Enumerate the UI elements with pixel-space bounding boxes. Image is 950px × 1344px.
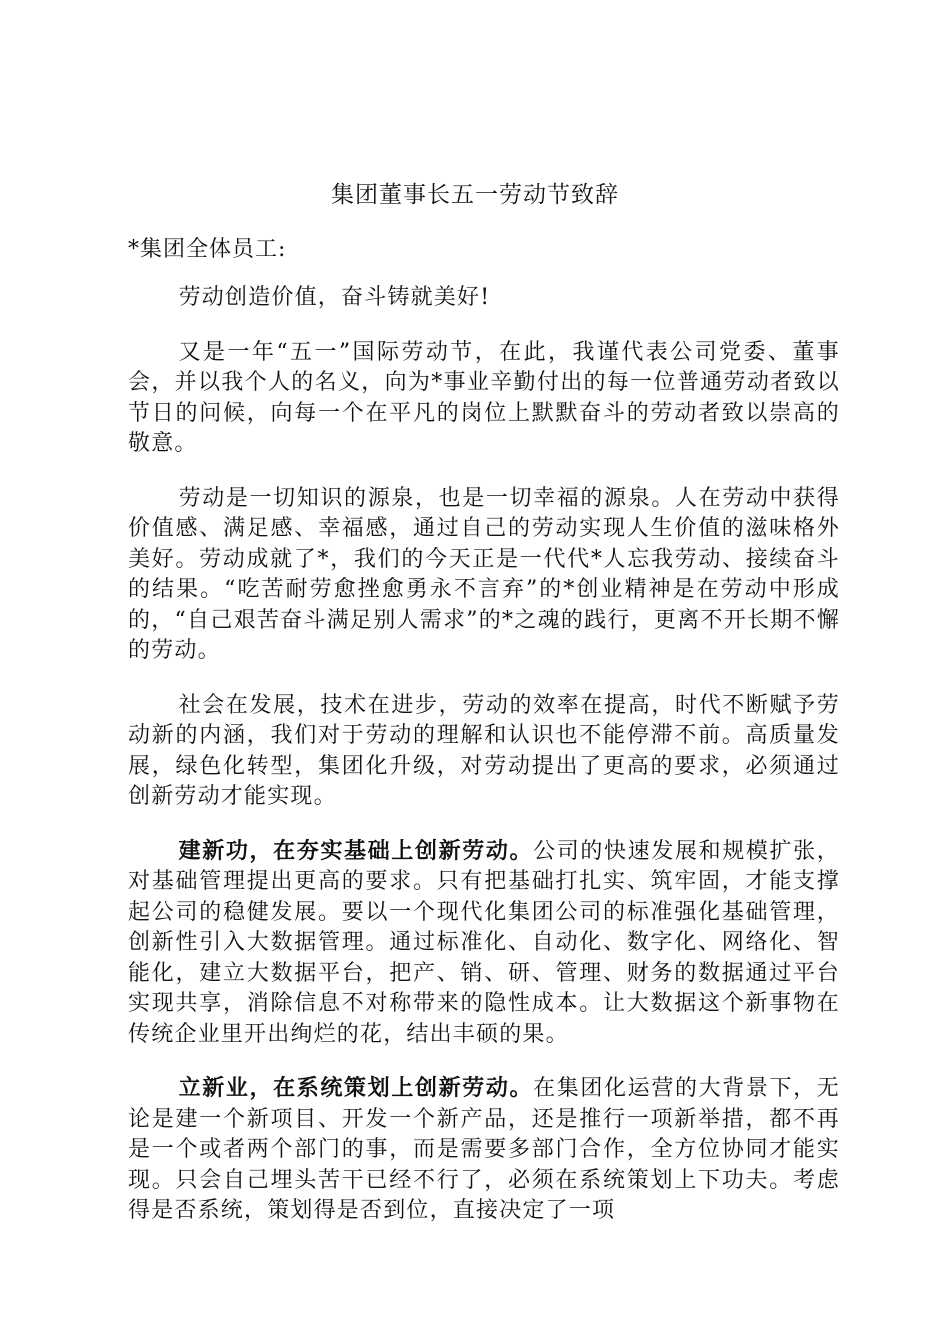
paragraph-text: 社会在发展，技术在进步，劳动的效率在提高，时代不断赋予劳动新的内涵，我们对于劳动的理解和认识也不能停滞不前。高质量发展，绿色化转型，集团化升级，对劳动提出了更高的要求，必须通过创新劳动才能实现。 xyxy=(128,692,840,809)
paragraph xyxy=(128,836,840,1051)
paragraph xyxy=(128,337,840,460)
paragraph xyxy=(128,282,840,314)
paragraph xyxy=(128,483,840,667)
document-body xyxy=(128,282,840,1250)
document-title: 集团董事长五一劳动节致辞 xyxy=(331,182,619,208)
paragraph-text: 劳动创造价值，奋斗铸就美好! xyxy=(178,285,491,310)
paragraph-text: 又是一年“五一”国际劳动节，在此，我谨代表公司党委、董事会，并以我个人的名义，向为*事业辛勤付出的每一位普通劳动者致以节日的问候，向每一个在平凡的岗位上默默奋斗的劳动者致以崇高的敬意。 xyxy=(128,339,840,456)
paragraph-text: 劳动是一切知识的源泉，也是一切幸福的源泉。人在劳动中获得价值感、满足感、幸福感，通过自己的劳动实现人生价值的滋味格外美好。劳动成就了*，我们的今天正是一代代*人忘我劳动、接续奋斗的结果。“吃苦耐劳愈挫愈勇永不言弃”的*创业精神是在劳动中形成的，“自己艰苦奋斗满足别人需求”的*之魂的践行，更离不开长期不懈的劳动。 xyxy=(128,485,840,663)
paragraph xyxy=(128,690,840,813)
paragraph-text: 公司的快速发展和规模扩张，对基础管理提出更高的要求。只有把基础打扎实、筑牢固，才能支撑起公司的稳健发展。要以一个现代化集团公司的标准强化基础管理，创新性引入大数据管理。通过标准化、自动化、数字化、网络化、智能化，建立大数据平台，把产、销、研、管理、财务的数据通过平台实现共享，消除信息不对称带来的隐性成本。让大数据这个新事物在传统企业里开出绚烂的花，结出丰硕的果。 xyxy=(128,838,840,1047)
paragraph xyxy=(128,1073,840,1227)
paragraph-text: 在集团化运营的大背景下，无论是建一个新项目、开发一个新产品，还是推行一项新举措，都不再是一个或者两个部门的事，而是需要多部门合作，全方位协同才能实现。只会自己埋头苦干已经不行了，必须在系统策划上下功夫。考虑得是否系统，策划得是否到位，直接决定了一项 xyxy=(128,1076,840,1223)
paragraph-lead: 建新功，在夯实基础上创新劳动。 xyxy=(178,837,534,864)
salutation: *集团全体员工: xyxy=(128,237,287,262)
paragraph-lead: 立新业，在系统策划上创新劳动。 xyxy=(178,1075,534,1101)
